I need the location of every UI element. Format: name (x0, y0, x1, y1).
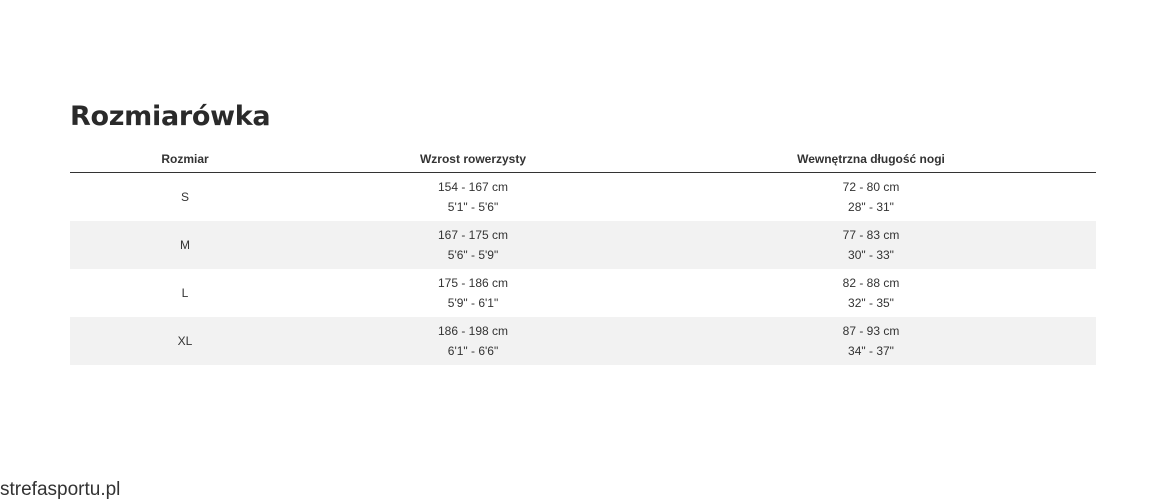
size-chart-table (70, 146, 1096, 365)
size-cell: S (180, 190, 189, 204)
height-cell (300, 269, 646, 317)
leg-cm: 87 - 93 cm (842, 324, 900, 338)
leg-cm: 72 - 80 cm (842, 180, 900, 194)
size-cell: XL (70, 317, 300, 365)
header-inseam-length: Wewnętrzna długość nogi (646, 146, 1096, 173)
page-title: Rozmiarówka (70, 101, 271, 132)
size-cell: L (181, 286, 189, 300)
table-row (70, 221, 1096, 269)
height-ft: 5'1" - 5'6" (447, 200, 499, 214)
header-rider-height: Wzrost rowerzysty (300, 146, 646, 173)
table-row (70, 317, 1096, 365)
table-header-row (70, 146, 1096, 173)
watermark-text: strefasportu.pl (0, 479, 121, 500)
leg-in: 34" - 37" (848, 344, 894, 358)
height-cm: 186 - 198 cm (437, 324, 509, 338)
size-cell: M (70, 221, 300, 269)
header-size: Rozmiar (70, 146, 300, 173)
leg-in: 28" - 31" (848, 200, 894, 214)
height-cm: 175 - 186 cm (437, 276, 509, 290)
leg-in: 32" - 35" (848, 296, 894, 310)
table-row (70, 269, 1096, 317)
table-row (70, 173, 1096, 222)
leg-in: 30" - 33" (848, 248, 894, 262)
height-ft: 5'6" - 5'9" (447, 248, 499, 262)
leg-cm: 77 - 83 cm (842, 228, 900, 242)
height-ft: 5'9" - 6'1" (447, 296, 499, 310)
leg-cell (646, 317, 1096, 365)
leg-cell (646, 221, 1096, 269)
leg-cell (646, 173, 1096, 222)
leg-cm: 82 - 88 cm (842, 276, 900, 290)
height-cm: 167 - 175 cm (437, 228, 509, 242)
leg-cell (646, 269, 1096, 317)
height-cm: 154 - 167 cm (437, 180, 509, 194)
height-cell (300, 317, 646, 365)
height-cell (300, 173, 646, 222)
height-cell (300, 221, 646, 269)
height-ft: 6'1" - 6'6" (447, 344, 499, 358)
